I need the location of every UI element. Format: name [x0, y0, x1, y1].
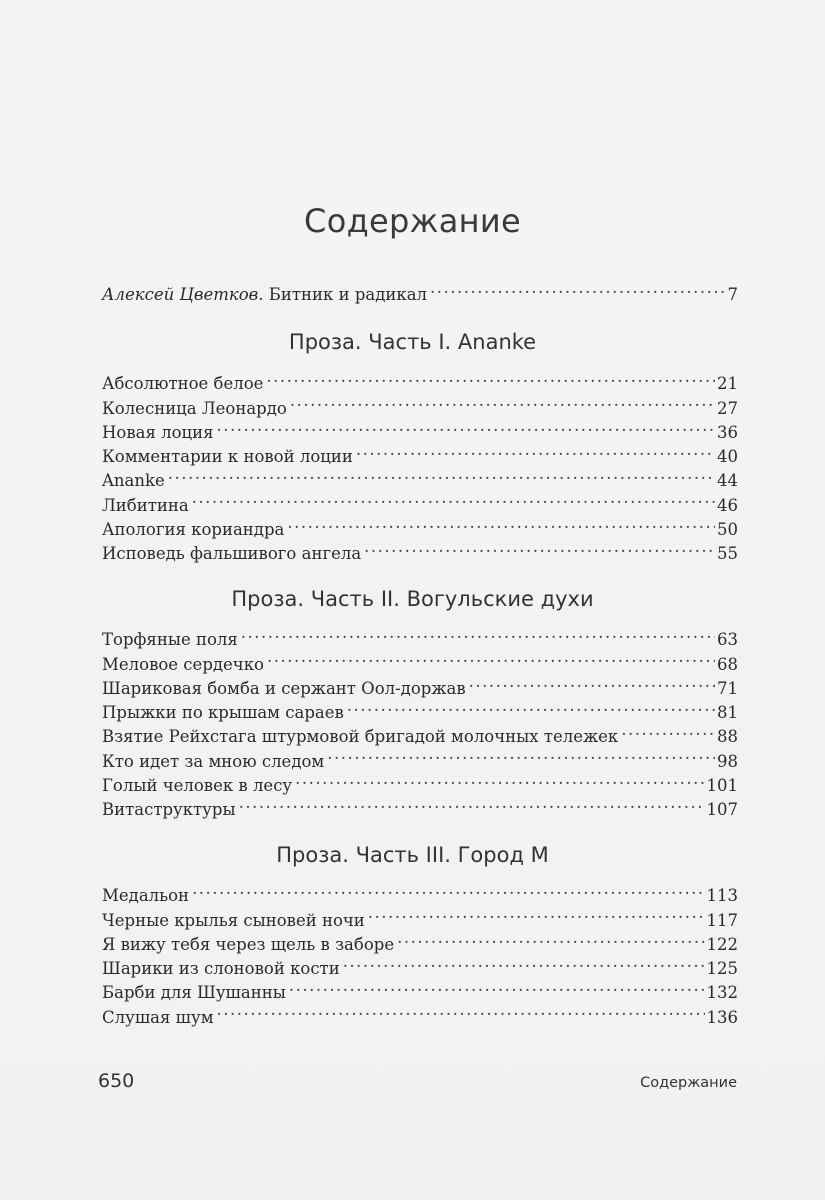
- toc-entry-page: 71: [717, 678, 738, 698]
- toc-entry-page: 63: [717, 630, 738, 650]
- leader-dots: [287, 511, 715, 535]
- page-title: Содержание: [304, 202, 521, 240]
- toc-entry-page: 7: [727, 285, 738, 305]
- toc-entry-page: 68: [717, 654, 738, 674]
- toc-entry-page: 50: [717, 520, 738, 540]
- toc-entry-label: Я вижу тебя через щель в заборе: [102, 934, 395, 954]
- footer-running-title: Содержание: [640, 1075, 737, 1091]
- section-title: Проза. Часть I. Ananke: [288, 330, 537, 354]
- toc-entry-label: Голый человек в лесу: [102, 776, 293, 796]
- toc-entry-page: 117: [706, 910, 738, 930]
- toc-entry-label: Кто идет за мною следом: [102, 751, 325, 771]
- toc-entry-page: 27: [717, 398, 738, 418]
- toc-entry-label: Меловое сердечко: [102, 654, 264, 674]
- toc-entry-page: 81: [717, 703, 738, 723]
- toc-entry-label: Медальон: [102, 886, 190, 906]
- toc-entry-title: Битник и радикал: [268, 285, 428, 305]
- section-title: Проза. Часть III. Город М: [276, 843, 549, 867]
- toc-entry: [102, 462, 738, 491]
- toc-entry-label: Черные крылья сыновей ночи: [102, 910, 365, 930]
- toc-intro: [102, 276, 738, 305]
- leader-dots: [267, 645, 715, 669]
- leader-dots: [356, 438, 715, 462]
- leader-dots: [217, 998, 705, 1022]
- leader-dots: [192, 486, 715, 510]
- toc-entry-label: Апология кориандра: [102, 520, 285, 540]
- toc-entry: [102, 486, 738, 515]
- toc-entry-label: Либитина: [102, 495, 189, 515]
- toc-entry-page: 122: [706, 934, 738, 954]
- toc-entry: [102, 877, 738, 906]
- toc-entry: [102, 621, 738, 650]
- toc-entry: [102, 511, 738, 540]
- toc-entry-page: 21: [717, 374, 738, 394]
- toc-entry-label: Абсолютное белое: [102, 374, 264, 394]
- toc-entry-page: 55: [717, 544, 738, 564]
- leader-dots: [168, 462, 715, 486]
- toc-entry-label: Барби для Шушанны: [102, 983, 286, 1003]
- toc-entry-label: Слушая шум: [102, 1007, 214, 1027]
- toc-entry-page: 44: [717, 471, 738, 491]
- leader-dots: [241, 621, 715, 645]
- toc-entry: [102, 901, 738, 930]
- toc-section-2: [102, 621, 738, 820]
- toc-entry-page: 136: [706, 1007, 738, 1027]
- toc-entry-label: Прыжки по крышам сараев: [102, 703, 344, 723]
- toc-entry-label: Торфяные поля: [102, 630, 238, 650]
- leader-dots: [397, 926, 704, 950]
- leader-dots: [343, 950, 705, 974]
- toc-section-1: [102, 365, 738, 564]
- leader-dots: [469, 670, 715, 694]
- toc-entry-page: 46: [717, 495, 738, 515]
- toc-entry-page: 107: [706, 800, 738, 820]
- leader-dots: [217, 414, 715, 438]
- toc-entry-page: 36: [717, 422, 738, 442]
- toc-entry-label: Витаструктуры: [102, 800, 236, 820]
- toc-entry-page: 132: [706, 983, 738, 1003]
- section-title: Проза. Часть II. Вогульские духи: [231, 587, 594, 611]
- leader-dots: [368, 901, 705, 925]
- toc-entry: [102, 276, 738, 305]
- leader-dots: [327, 742, 715, 766]
- footer-page-number: 650: [98, 1070, 135, 1092]
- toc-entry-page: 98: [717, 751, 738, 771]
- leader-dots: [621, 718, 715, 742]
- toc-entry-page: 88: [717, 727, 738, 747]
- toc-entry-label: Колесница Леонардо: [102, 398, 287, 418]
- toc-entry-label: Новая лоция: [102, 422, 214, 442]
- toc-entry-author: Алексей Цветков.: [102, 285, 264, 305]
- leader-dots: [364, 535, 715, 559]
- leader-dots: [430, 276, 725, 300]
- toc-section-3: [102, 877, 738, 1027]
- toc-entry-page: 113: [706, 886, 738, 906]
- toc-entry-label: Взятие Рейхстага штурмовой бригадой молочных тележек: [102, 727, 619, 747]
- toc-entry-label: Комментарии к новой лоции: [102, 447, 353, 467]
- toc-entry-label: Шариковая бомба и сержант Оол-доржав: [102, 678, 466, 698]
- leader-dots: [347, 694, 715, 718]
- toc-entry-page: 101: [706, 776, 738, 796]
- toc-entry-page: 125: [706, 959, 738, 979]
- toc-entry-label: Исповедь фальшивого ангела: [102, 544, 362, 564]
- toc-entry: [102, 365, 738, 394]
- leader-dots: [192, 877, 704, 901]
- toc-entry-page: 40: [717, 447, 738, 467]
- toc-entry-label: Ananke: [102, 471, 165, 491]
- leader-dots: [266, 365, 715, 389]
- leader-dots: [290, 389, 715, 413]
- leader-dots: [239, 791, 705, 815]
- leader-dots: [295, 767, 704, 791]
- toc-entry-label: Шарики из слоновой кости: [102, 959, 340, 979]
- leader-dots: [289, 974, 705, 998]
- toc-entry-label: [102, 283, 430, 307]
